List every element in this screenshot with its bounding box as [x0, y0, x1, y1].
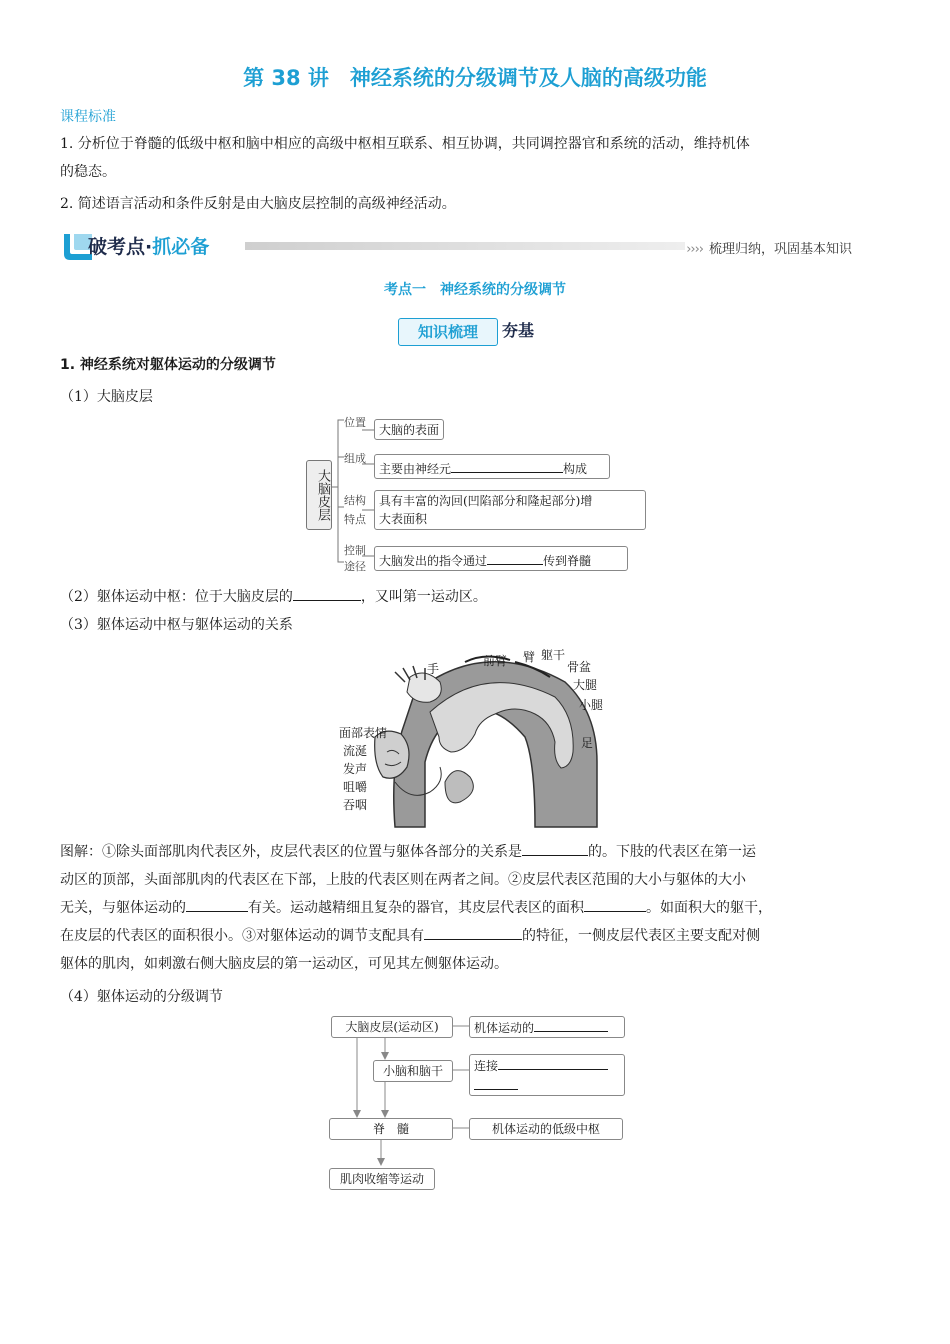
pathway-blank	[487, 548, 543, 565]
cortex-desc-blank	[534, 1017, 608, 1032]
label-voice: 发声	[343, 762, 368, 776]
blank-4	[424, 923, 522, 940]
pathway-tail: 传到脊髓	[543, 554, 592, 568]
figure-explanation	[60, 838, 890, 978]
explain-l4b: 的特征，一侧皮层代表区主要支配对侧	[522, 928, 760, 944]
banner-subtitle	[686, 238, 852, 257]
label-pelvis: 骨盆	[567, 660, 592, 674]
standard-item-1-line-1: 1. 分析位于脊髓的低级中枢和脑中相应的高级中枢相互联系、相互协调，共同调控器官和系统的活动，维持机体	[60, 136, 750, 152]
cerebellum-blank-1	[498, 1055, 608, 1070]
banner-title-part-2: 抓必备	[152, 236, 210, 258]
sub2-blank	[293, 584, 361, 601]
section-banner	[60, 230, 890, 264]
explain-line-3	[60, 894, 890, 922]
cortex-concept-diagram	[300, 412, 650, 572]
motor-hierarchy-flow	[325, 1012, 635, 1196]
cortex-composition-box	[374, 454, 610, 479]
explain-l3a: 无关，与躯体运动的	[60, 900, 186, 916]
label-structure: 结构	[344, 494, 366, 507]
label-foot: 足	[581, 736, 594, 750]
sub-heading-1: （1）大脑皮层	[60, 389, 153, 405]
cortex-structure-box	[374, 490, 646, 530]
label-face: 面部表情	[339, 726, 388, 740]
label-position: 位置	[344, 416, 366, 429]
badge-right: 夯基	[502, 321, 535, 340]
label-forearm: 前臂	[483, 654, 508, 668]
composition-blank	[451, 456, 563, 473]
standard-item-1-line-2: 的稳态。	[60, 164, 116, 180]
blank-2	[186, 895, 248, 912]
explain-l3b: 有关。运动越精细且复杂的器官，其皮层代表区的面积	[248, 900, 584, 916]
banner-subtitle-text: 梳理归纳，巩固基本知识	[708, 242, 852, 257]
cortex-pathway-box	[374, 546, 628, 571]
explain-line-5: 躯体的肌肉，如刺激右侧大脑皮层的第一运动区，可见其左侧躯体运动。	[60, 956, 508, 972]
label-pathway: 途径	[344, 560, 366, 573]
cortex-root-box: 大脑皮层	[306, 460, 332, 530]
flow-cerebellum-box: 小脑和脑干	[373, 1060, 453, 1082]
sub-heading-2	[60, 584, 487, 606]
label-arm: 臂	[523, 650, 536, 664]
banner-arrows-icon: ››››	[686, 242, 703, 257]
standard-item-2: 2. 简述语言活动和条件反射是由大脑皮层控制的高级神经活动。	[60, 196, 456, 212]
structure-text-line-1: 具有丰富的沟回(凹陷部分和隆起部分)增	[379, 494, 593, 508]
banner-title	[88, 232, 209, 259]
composition-text: 主要由神经元	[379, 462, 452, 476]
sub2-text: （2）躯体运动中枢：位于大脑皮层的	[60, 589, 293, 605]
part1-heading: 1. 神经系统对躯体运动的分级调节	[60, 357, 276, 373]
label-control: 控制	[344, 544, 366, 557]
blank-1	[522, 839, 588, 856]
standard-item-1	[60, 130, 890, 186]
cerebellum-desc-text: 连接	[474, 1059, 499, 1073]
label-composition: 组成	[344, 452, 366, 465]
cerebellum-blank-2	[474, 1075, 518, 1090]
label-swallow: 吞咽	[343, 798, 368, 812]
flow-spinal-box: 脊 髓	[329, 1118, 453, 1140]
explain-l1b: 的。下肢的代表区在第一运	[588, 844, 756, 860]
flow-cortex-desc	[469, 1016, 625, 1038]
label-chew: 咀嚼	[343, 780, 368, 794]
explain-l4a: 在皮层的代表区的面积很小。③对躯体运动的调节支配具有	[60, 928, 424, 944]
banner-bar	[245, 242, 685, 250]
flow-cerebellum-desc	[469, 1054, 625, 1096]
section-heading: 考点一 神经系统的分级调节	[384, 282, 566, 298]
explain-l3c: 。如面积大的躯干，	[646, 900, 772, 916]
label-thigh: 大腿	[573, 678, 598, 692]
blank-3	[584, 895, 646, 912]
label-feature: 特点	[344, 513, 366, 526]
label-hand: 手	[427, 662, 440, 676]
course-standard-label: 课程标准	[60, 109, 116, 125]
structure-text-line-2: 大表面积	[379, 512, 428, 526]
explain-line-1	[60, 838, 890, 866]
label-trunk: 躯干	[541, 648, 566, 662]
page-title: 第 38 讲 神经系统的分级调节及人脑的高级功能	[243, 66, 707, 90]
cortex-position-box: 大脑的表面	[374, 419, 444, 440]
explain-line-2: 动区的顶部，头面部肌肉的代表区在下部，上肢的代表区则在两者之间。②皮层代表区范围的大小与躯体的大小	[60, 872, 746, 888]
flow-muscle-box: 肌肉收缩等运动	[329, 1168, 435, 1190]
banner-title-part-1: 破考点·	[88, 236, 153, 258]
composition-tail: 构成	[563, 462, 588, 476]
badge-left: 知识梳理	[398, 318, 498, 346]
label-drool: 流涎	[343, 744, 368, 758]
flow-spinal-desc: 机体运动的低级中枢	[469, 1118, 623, 1140]
flow-cortex-box: 大脑皮层(运动区)	[331, 1016, 453, 1038]
label-calf: 小腿	[579, 698, 604, 712]
cortex-desc-text: 机体运动的	[474, 1021, 535, 1035]
motor-homunculus-figure	[335, 642, 625, 832]
explain-l1a: 图解：①除头面部肌肉代表区外，皮层代表区的位置与躯体各部分的关系是	[60, 844, 522, 860]
sub-heading-4: （4）躯体运动的分级调节	[60, 989, 223, 1005]
explain-line-4	[60, 922, 890, 950]
sub2-tail: ，又叫第一运动区。	[360, 589, 487, 605]
sub-heading-3: （3）躯体运动中枢与躯体运动的关系	[60, 617, 293, 633]
pathway-text: 大脑发出的指令通过	[379, 554, 488, 568]
